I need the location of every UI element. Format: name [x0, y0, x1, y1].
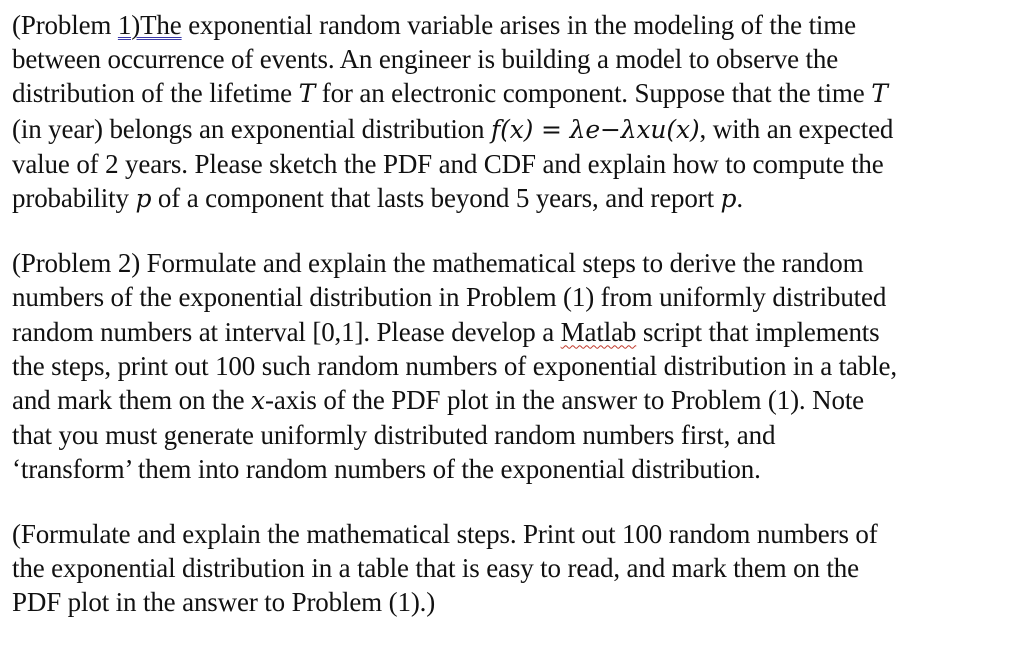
math-variable: T [871, 79, 888, 109]
text-run: (in year) belongs an exponential distribution [12, 113, 491, 144]
text-line: numbers of the exponential distribution in Problem (1) from uniformly distributed [12, 282, 887, 313]
text-run: , with an expected [699, 113, 894, 144]
text-line: between occurrence of events. An engineer is building a model to observe the [12, 44, 839, 75]
text-line [12, 383, 1012, 418]
math-formula: f(x) = λe−λxu(x) [490, 114, 700, 144]
note-paragraph [12, 517, 1012, 620]
text-run: (Problem [12, 10, 118, 40]
math-variable: x [251, 386, 265, 416]
text-line [12, 112, 1012, 147]
text-line: the exponential distribution in a table that is easy to read, and mark them on the [12, 552, 859, 583]
underlined-text: 1)The [117, 10, 182, 40]
math-variable: p [135, 184, 152, 214]
text-line [12, 76, 1012, 111]
text-line: (Problem 2) Formulate and explain the mathematical steps to derive the random [12, 248, 864, 279]
text-line: (Formulate and explain the mathematical steps. Print out 100 random numbers of [12, 518, 878, 549]
text-run: script that implements [636, 316, 880, 347]
text-line [12, 8, 1012, 42]
text-run: and mark them on the [12, 385, 252, 416]
text-run: . [736, 183, 744, 214]
text-line: that you must generate uniformly distributed random numbers first, and [12, 420, 776, 451]
text-line: PDF plot in the answer to Problem (1).) [12, 587, 436, 618]
text-run: exponential random variable arises in the modeling of the time [181, 10, 856, 40]
problem-1-paragraph [12, 8, 1012, 216]
text-run: probability [12, 183, 136, 214]
text-run: for an electronic component. Suppose that the time [315, 78, 872, 109]
text-run: random numbers at interval [0,1]. Please develop a [12, 316, 561, 347]
text-run: distribution of the lifetime [12, 78, 299, 109]
spellcheck-underlined-word: Matlab [560, 316, 637, 347]
document-body [12, 8, 1012, 619]
text-line: ‘transform’ them into random numbers of the exponential distribution. [12, 454, 761, 485]
text-run: of a component that lasts beyond 5 years, and report [151, 183, 721, 214]
text-line [12, 315, 1012, 349]
text-line [12, 181, 1012, 216]
math-variable: p [720, 184, 737, 214]
math-variable: T [298, 79, 316, 109]
text-line: the steps, print out 100 such random numbers of exponential distribution in a table, [12, 350, 897, 381]
text-line: value of 2 years. Please sketch the PDF and CDF and explain how to compute the [12, 148, 884, 179]
text-run: -axis of the PDF plot in the answer to Problem (1). Note [265, 385, 865, 416]
problem-2-paragraph [12, 246, 1012, 486]
